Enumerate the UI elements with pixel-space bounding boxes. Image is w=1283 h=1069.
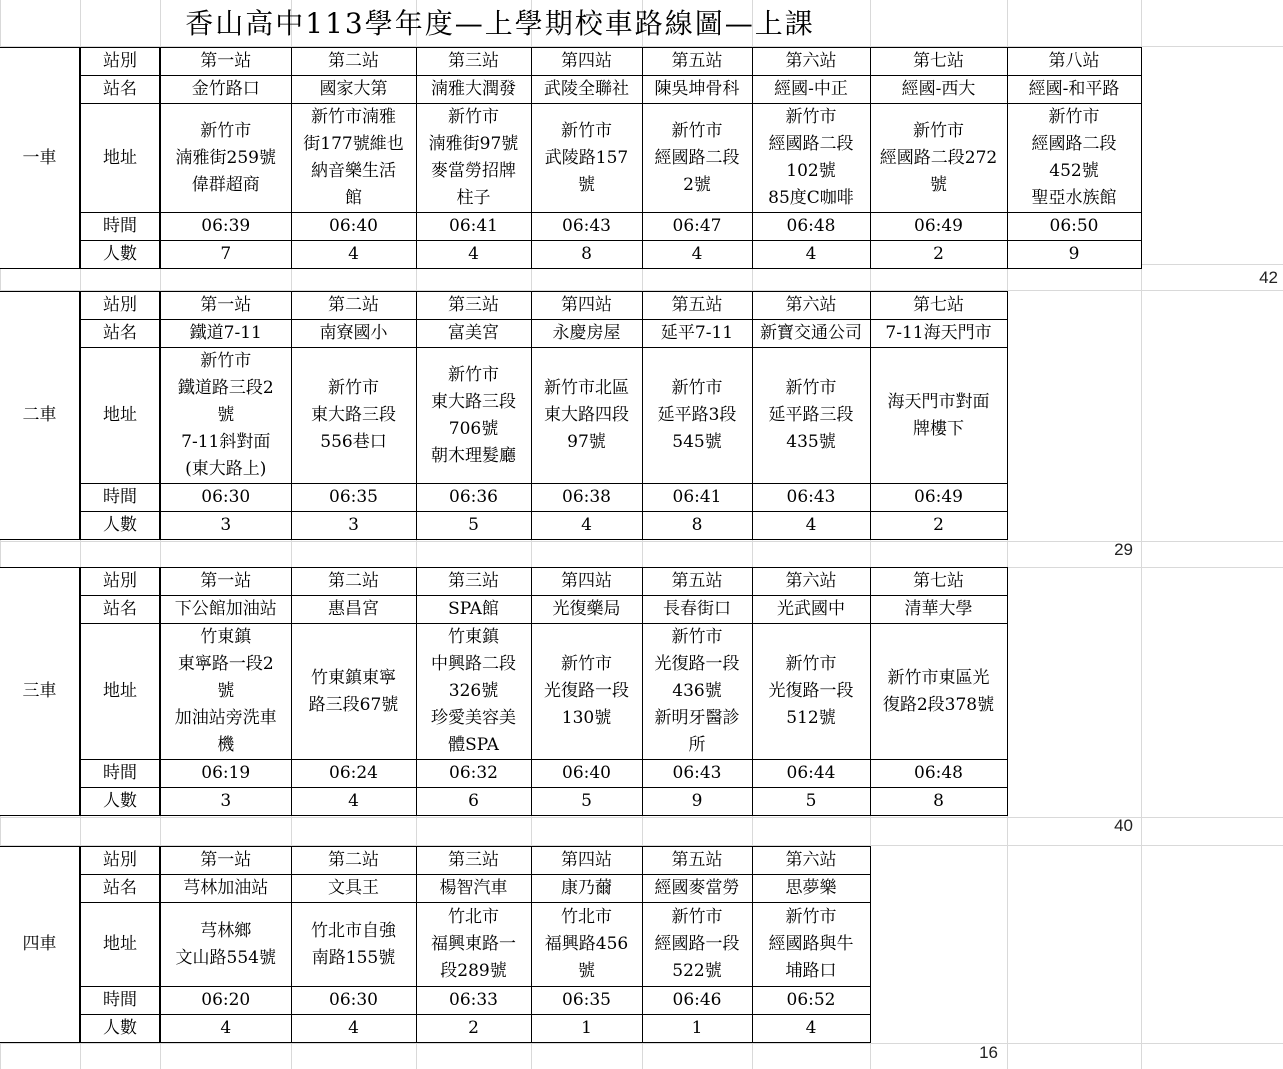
row-label-count: 人數: [80, 1015, 160, 1043]
stop-name-cell: 經國麥當勞: [642, 875, 752, 903]
car-total-count: 40: [1114, 816, 1133, 835]
stop-station-cell: 第五站: [642, 292, 752, 320]
stop-address-cell: 新竹市 經國路二段 452號 聖亞水族館: [1007, 104, 1141, 213]
stop-count-cell: 4: [752, 1015, 870, 1043]
stop-count-cell: 1: [642, 1015, 752, 1043]
row-address: [0, 348, 1007, 484]
stop-address-cell: 新竹市 湳雅街259號 偉群超商: [160, 104, 291, 213]
stop-count-cell: 3: [291, 512, 416, 540]
stop-station-cell: 第四站: [531, 847, 642, 875]
stop-address-cell: 竹北市自強 南路155號: [291, 903, 416, 987]
stop-name-cell: 下公館加油站: [160, 596, 291, 624]
stop-time-cell: 06:43: [531, 213, 642, 241]
stop-count-cell: 8: [531, 241, 642, 269]
stop-address-cell: 新竹市 東大路三段 556巷口: [291, 348, 416, 484]
stop-name-cell: 經國-西大: [870, 76, 1007, 104]
row-label-station: 站別: [80, 568, 160, 596]
stop-name-cell: 永慶房屋: [531, 320, 642, 348]
stop-name-cell: 鐵道7-11: [160, 320, 291, 348]
stop-time-cell: 06:33: [416, 987, 531, 1015]
row-station: [0, 48, 1141, 76]
stop-count-cell: 7: [160, 241, 291, 269]
stop-count-cell: 6: [416, 788, 531, 816]
stop-time-cell: 06:48: [752, 213, 870, 241]
stop-count-cell: 5: [752, 788, 870, 816]
stop-count-cell: 4: [291, 241, 416, 269]
stop-time-cell: 06:36: [416, 484, 531, 512]
stop-station-cell: 第一站: [160, 292, 291, 320]
stop-time-cell: 06:43: [642, 760, 752, 788]
stop-time-cell: 06:38: [531, 484, 642, 512]
stop-time-cell: 06:40: [291, 213, 416, 241]
stop-address-cell: 新竹市 經國路二段272 號: [870, 104, 1007, 213]
stop-address-cell: 新竹市 鐵道路三段2 號 7-11斜對面 (東大路上): [160, 348, 291, 484]
row-count: [0, 512, 1007, 540]
row-station: [0, 847, 870, 875]
row-label-count: 人數: [80, 241, 160, 269]
stop-address-cell: 新竹市 延平路三段 435號: [752, 348, 870, 484]
stop-address-cell: 竹東鎮 中興路二段 326號 珍愛美容美 體SPA: [416, 624, 531, 760]
stop-station-cell: 第二站: [291, 568, 416, 596]
stop-name-cell: 武陵全聯社: [531, 76, 642, 104]
stop-address-cell: 竹北市 福興東路一 段289號: [416, 903, 531, 987]
stop-station-cell: 第四站: [531, 568, 642, 596]
stop-station-cell: 第一站: [160, 847, 291, 875]
stop-count-cell: 4: [160, 1015, 291, 1043]
stop-count-cell: 3: [160, 512, 291, 540]
stop-address-cell: 新竹市 光復路一段 130號: [531, 624, 642, 760]
stop-station-cell: 第五站: [642, 847, 752, 875]
stop-time-cell: 06:30: [160, 484, 291, 512]
stop-address-cell: 新竹市 經國路一段 522號: [642, 903, 752, 987]
row-label-time: 時間: [80, 213, 160, 241]
stop-station-cell: 第一站: [160, 568, 291, 596]
stop-time-cell: 06:43: [752, 484, 870, 512]
stop-count-cell: 5: [531, 788, 642, 816]
stop-count-cell: 1: [531, 1015, 642, 1043]
stop-time-cell: 06:35: [291, 484, 416, 512]
stop-count-cell: 9: [642, 788, 752, 816]
stop-name-cell: 7-11海天門市: [870, 320, 1007, 348]
car-4-table: [0, 846, 871, 1043]
row-label-station: 站別: [80, 847, 160, 875]
stop-time-cell: 06:35: [531, 987, 642, 1015]
stop-address-cell: 新竹市 光復路一段 512號: [752, 624, 870, 760]
car-label: 四車: [0, 847, 80, 1043]
stop-time-cell: 06:44: [752, 760, 870, 788]
row-time: [0, 484, 1007, 512]
car-1-table: [0, 47, 1142, 269]
stop-address-cell: 新竹市 光復路一段 436號 新明牙醫診 所: [642, 624, 752, 760]
stop-count-cell: 4: [752, 512, 870, 540]
stop-time-cell: 06:48: [870, 760, 1007, 788]
stop-name-cell: 新寶交通公司: [752, 320, 870, 348]
stop-count-cell: 4: [291, 1015, 416, 1043]
stop-time-cell: 06:39: [160, 213, 291, 241]
stop-count-cell: 2: [870, 512, 1007, 540]
stop-address-cell: 芎林鄉 文山路554號: [160, 903, 291, 987]
stop-station-cell: 第七站: [870, 292, 1007, 320]
row-label-address: 地址: [80, 348, 160, 484]
row-count: [0, 1015, 870, 1043]
stop-name-cell: 清華大學: [870, 596, 1007, 624]
stop-time-cell: 06:47: [642, 213, 752, 241]
page-title: 香山高中113學年度—上學期校車路線圖—上課: [185, 7, 815, 40]
stop-count-cell: 5: [416, 512, 531, 540]
stop-name-cell: 陳吳坤骨科: [642, 76, 752, 104]
row-time: [0, 987, 870, 1015]
stop-time-cell: 06:24: [291, 760, 416, 788]
stop-count-cell: 3: [160, 788, 291, 816]
row-label-count: 人數: [80, 788, 160, 816]
row-label-address: 地址: [80, 903, 160, 987]
car-2-table: [0, 291, 1008, 540]
stop-station-cell: 第三站: [416, 847, 531, 875]
stop-station-cell: 第四站: [531, 48, 642, 76]
stop-time-cell: 06:40: [531, 760, 642, 788]
stop-name-cell: 康乃薾: [531, 875, 642, 903]
stop-station-cell: 第六站: [752, 847, 870, 875]
stop-address-cell: 新竹市 延平路3段 545號: [642, 348, 752, 484]
row-label-station: 站別: [80, 48, 160, 76]
stop-time-cell: 06:46: [642, 987, 752, 1015]
stop-address-cell: 竹北市 福興路456 號: [531, 903, 642, 987]
stop-time-cell: 06:41: [642, 484, 752, 512]
row-station: [0, 568, 1007, 596]
stop-count-cell: 4: [291, 788, 416, 816]
stop-station-cell: 第三站: [416, 48, 531, 76]
stop-time-cell: 06:30: [291, 987, 416, 1015]
stop-address-cell: 新竹市 湳雅街97號 麥當勞招牌 柱子: [416, 104, 531, 213]
stop-station-cell: 第二站: [291, 847, 416, 875]
car-total-count: 29: [1114, 540, 1133, 559]
stop-station-cell: 第五站: [642, 568, 752, 596]
stop-name-cell: 文具王: [291, 875, 416, 903]
stop-name-cell: 延平7-11: [642, 320, 752, 348]
stop-count-cell: 4: [531, 512, 642, 540]
car-label: 二車: [0, 292, 80, 540]
stop-station-cell: 第五站: [642, 48, 752, 76]
stop-name-cell: 經國-和平路: [1007, 76, 1141, 104]
row-time: [0, 760, 1007, 788]
stop-station-cell: 第一站: [160, 48, 291, 76]
row-label-name: 站名: [80, 320, 160, 348]
stop-station-cell: 第六站: [752, 292, 870, 320]
car-total-count: 16: [979, 1043, 998, 1062]
row-address: [0, 903, 870, 987]
row-time: [0, 213, 1141, 241]
stop-station-cell: 第六站: [752, 48, 870, 76]
stop-address-cell: 新竹市 經國路與牛 埔路口: [752, 903, 870, 987]
stop-count-cell: 8: [870, 788, 1007, 816]
stop-station-cell: 第七站: [870, 568, 1007, 596]
stop-count-cell: 8: [642, 512, 752, 540]
stop-station-cell: 第二站: [291, 48, 416, 76]
row-name: [0, 320, 1007, 348]
stop-name-cell: 經國-中正: [752, 76, 870, 104]
row-label-name: 站名: [80, 76, 160, 104]
stop-name-cell: 芎林加油站: [160, 875, 291, 903]
stop-count-cell: 4: [416, 241, 531, 269]
row-name: [0, 875, 870, 903]
stop-time-cell: 06:50: [1007, 213, 1141, 241]
row-station: [0, 292, 1007, 320]
stop-station-cell: 第四站: [531, 292, 642, 320]
stop-time-cell: 06:52: [752, 987, 870, 1015]
stop-station-cell: 第三站: [416, 568, 531, 596]
stop-address-cell: 新竹市 東大路三段 706號 朝木理髮廳: [416, 348, 531, 484]
stop-address-cell: 新竹市 經國路二段 102號 85度C咖啡: [752, 104, 870, 213]
row-name: [0, 596, 1007, 624]
stop-count-cell: 4: [642, 241, 752, 269]
stop-name-cell: 光武國中: [752, 596, 870, 624]
row-label-time: 時間: [80, 760, 160, 788]
stop-time-cell: 06:49: [870, 213, 1007, 241]
car-label: 一車: [0, 48, 80, 269]
row-address: [0, 104, 1141, 213]
stop-time-cell: 06:20: [160, 987, 291, 1015]
row-count: [0, 788, 1007, 816]
row-label-name: 站名: [80, 875, 160, 903]
car-label: 三車: [0, 568, 80, 816]
stop-name-cell: 長春街口: [642, 596, 752, 624]
row-name: [0, 76, 1141, 104]
row-count: [0, 241, 1141, 269]
row-label-address: 地址: [80, 624, 160, 760]
stop-count-cell: 4: [752, 241, 870, 269]
stop-station-cell: 第三站: [416, 292, 531, 320]
stop-address-cell: 新竹市湳雅 街177號維也 納音樂生活 館: [291, 104, 416, 213]
gridline: [0, 1043, 1283, 1044]
stop-station-cell: 第七站: [870, 48, 1007, 76]
stop-name-cell: 國家大第: [291, 76, 416, 104]
stop-name-cell: 光復藥局: [531, 596, 642, 624]
row-label-time: 時間: [80, 484, 160, 512]
stop-address-cell: 海天門市對面 牌樓下: [870, 348, 1007, 484]
stop-time-cell: 06:41: [416, 213, 531, 241]
stop-address-cell: 竹東鎮 東寧路一段2 號 加油站旁洗車 機: [160, 624, 291, 760]
stop-name-cell: 湳雅大潤發: [416, 76, 531, 104]
stop-address-cell: 竹東鎮東寧 路三段67號: [291, 624, 416, 760]
stop-name-cell: 惠昌宮: [291, 596, 416, 624]
stop-time-cell: 06:32: [416, 760, 531, 788]
stop-address-cell: 新竹市北區 東大路四段 97號: [531, 348, 642, 484]
stop-name-cell: 南寮國小: [291, 320, 416, 348]
stop-station-cell: 第二站: [291, 292, 416, 320]
stop-name-cell: SPA館: [416, 596, 531, 624]
row-label-name: 站名: [80, 596, 160, 624]
stop-count-cell: 2: [416, 1015, 531, 1043]
stop-name-cell: 思夢樂: [752, 875, 870, 903]
stop-count-cell: 9: [1007, 241, 1141, 269]
stop-station-cell: 第八站: [1007, 48, 1141, 76]
stop-name-cell: 富美宮: [416, 320, 531, 348]
stop-time-cell: 06:19: [160, 760, 291, 788]
car-3-table: [0, 567, 1008, 816]
stop-name-cell: 金竹路口: [160, 76, 291, 104]
row-label-count: 人數: [80, 512, 160, 540]
stop-station-cell: 第六站: [752, 568, 870, 596]
stop-address-cell: 新竹市東區光 復路2段378號: [870, 624, 1007, 760]
row-label-time: 時間: [80, 987, 160, 1015]
stop-address-cell: 新竹市 經國路二段 2號: [642, 104, 752, 213]
row-label-address: 地址: [80, 104, 160, 213]
car-total-count: 42: [1259, 268, 1278, 287]
row-label-station: 站別: [80, 292, 160, 320]
stop-count-cell: 2: [870, 241, 1007, 269]
row-address: [0, 624, 1007, 760]
stop-name-cell: 楊智汽車: [416, 875, 531, 903]
stop-address-cell: 新竹市 武陵路157 號: [531, 104, 642, 213]
stop-time-cell: 06:49: [870, 484, 1007, 512]
